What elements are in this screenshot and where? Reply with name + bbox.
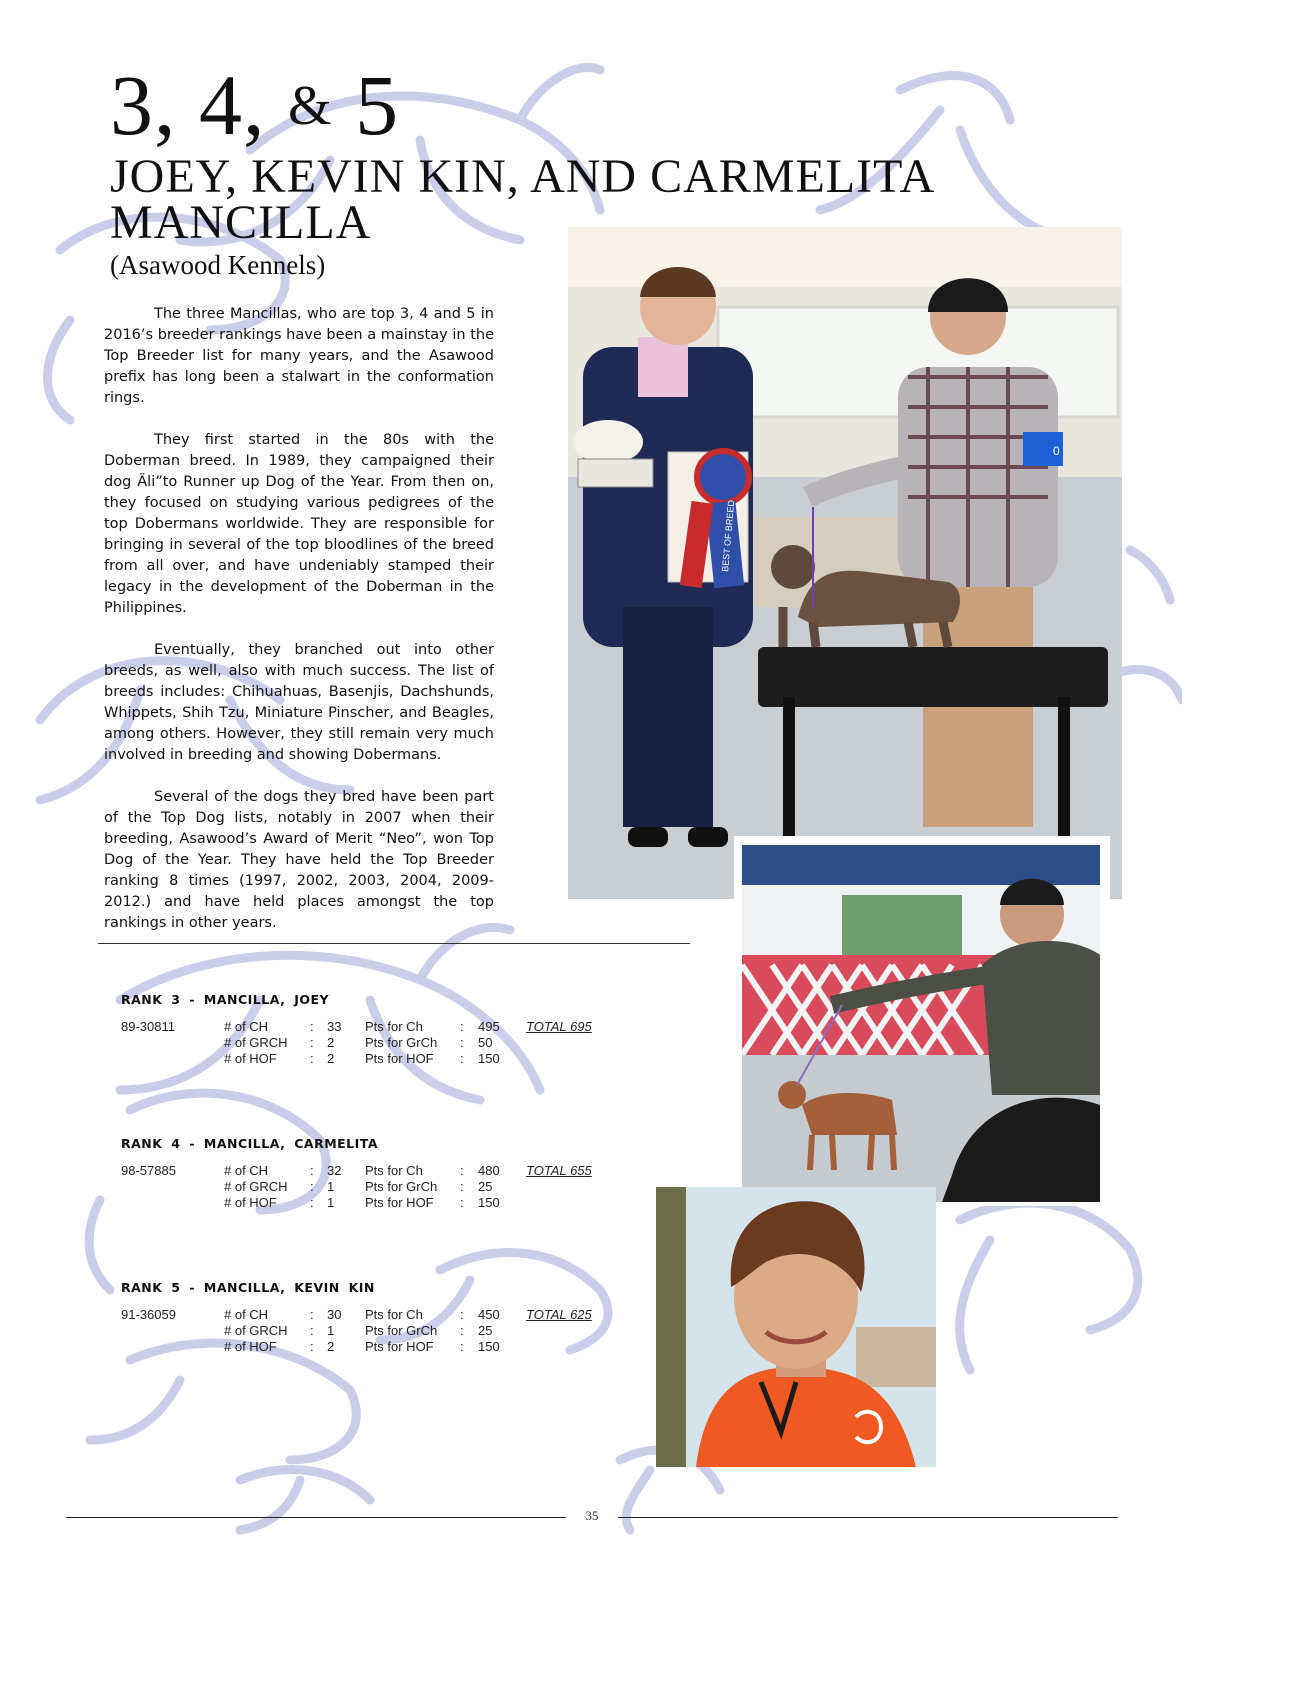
- ranking-block-3: [121, 992, 641, 1071]
- photo-illustration: [656, 1187, 936, 1467]
- stat-separator: :: [460, 1051, 464, 1066]
- registration-number: 91-36059: [121, 1307, 176, 1322]
- stat-separator: :: [460, 1195, 464, 1210]
- stat-separator: :: [460, 1339, 464, 1354]
- ranking-stats: [121, 1307, 641, 1359]
- photo-portrait-kevin-kin: [656, 1187, 936, 1467]
- points-value: 150: [478, 1195, 500, 1210]
- rank-ampersand: &: [288, 75, 333, 137]
- points-value: 50: [478, 1035, 493, 1050]
- ranking-block-5: [121, 1280, 641, 1359]
- section-divider: [98, 943, 690, 944]
- stat-label: # of HOF: [224, 1051, 277, 1066]
- total-points: TOTAL 625: [526, 1307, 592, 1322]
- points-value: 450: [478, 1307, 500, 1322]
- stat-separator: :: [310, 1195, 314, 1210]
- stat-separator: :: [310, 1163, 314, 1178]
- rank-numbers-text: 3, 4,: [110, 57, 266, 153]
- points-value: 25: [478, 1179, 493, 1194]
- points-label: Pts for HOF: [365, 1195, 434, 1210]
- points-value: 150: [478, 1339, 500, 1354]
- stat-label: # of HOF: [224, 1339, 277, 1354]
- stat-separator: :: [310, 1035, 314, 1050]
- stat-separator: :: [460, 1323, 464, 1338]
- ranking-title: RANK 4 - MANCILLA, CARMELITA: [121, 1136, 379, 1151]
- photo-illustration: [742, 845, 1100, 1202]
- points-label: Pts for GrCh: [365, 1035, 438, 1050]
- points-value: 25: [478, 1323, 493, 1338]
- points-label: Pts for HOF: [365, 1339, 434, 1354]
- page-number: 35: [585, 1508, 599, 1523]
- stat-separator: :: [460, 1035, 464, 1050]
- photo-min-pin-show-ring: [742, 845, 1100, 1202]
- paragraph-3: Eventually, they branched out into other breeds, as well, also with much success. The list of breeds includes: Chihuahuas, Basenjis, Dachshunds, Whippets, Shih Tzu, Miniature Pinscher, and Beagles, among others. However, they still remain very much involved in breeding and showing Dobermans.: [104, 642, 494, 763]
- points-value: 150: [478, 1051, 500, 1066]
- stat-separator: :: [310, 1339, 314, 1354]
- stat-count: 2: [327, 1035, 335, 1050]
- stat-label: # of GRCH: [224, 1179, 288, 1194]
- points-value: 495: [478, 1019, 500, 1034]
- stat-separator: :: [460, 1307, 464, 1322]
- rank-last-number: 5: [355, 57, 400, 153]
- stat-count: 1: [327, 1323, 335, 1338]
- points-value: 480: [478, 1163, 500, 1178]
- stat-separator: :: [460, 1179, 464, 1194]
- article-body: [104, 304, 494, 955]
- stat-count: 2: [327, 1051, 335, 1066]
- photo-best-of-breed-dachshund: [568, 227, 1122, 899]
- footer-rule-left: [66, 1517, 566, 1518]
- stat-count: 2: [327, 1339, 335, 1354]
- ribbon-text: BEST OF BREED: [720, 499, 737, 573]
- footer-rule-right: [618, 1517, 1118, 1518]
- stat-separator: :: [310, 1051, 314, 1066]
- stat-separator: :: [460, 1163, 464, 1178]
- stat-label: # of GRCH: [224, 1323, 288, 1338]
- stat-separator: :: [460, 1019, 464, 1034]
- photo-illustration: [568, 227, 1122, 899]
- stat-label: # of CH: [224, 1019, 269, 1034]
- paragraph-2: They first started in the 80s with the Doberman breed. In 1989, they campaigned their dog Äli”to Runner up Dog of the Year. From then on, they focused on studying various pedigrees of the top Dobermans worldwide. They are responsible for bringing in several of the top bloodlines of the breed from all over, and have undeniably stamped their legacy in the development of the Doberman in the Philippines.: [104, 432, 494, 616]
- points-label: Pts for GrCh: [365, 1179, 438, 1194]
- kennel-name: (Asawood Kennels): [110, 250, 326, 280]
- ranking-title: RANK 5 - MANCILLA, KEVIN KIN: [121, 1280, 375, 1295]
- points-label: Pts for Ch: [365, 1307, 423, 1322]
- stat-count: 1: [327, 1179, 335, 1194]
- stat-separator: :: [310, 1179, 314, 1194]
- stat-separator: :: [310, 1323, 314, 1338]
- stat-count: 30: [327, 1307, 342, 1322]
- total-points: TOTAL 655: [526, 1163, 592, 1178]
- stat-count: 33: [327, 1019, 342, 1034]
- points-label: Pts for HOF: [365, 1051, 434, 1066]
- registration-number: 98-57885: [121, 1163, 176, 1178]
- armband-number: 0: [1053, 444, 1060, 458]
- stat-count: 32: [327, 1163, 342, 1178]
- registration-number: 89-30811: [121, 1019, 175, 1034]
- stat-count: 1: [327, 1195, 335, 1210]
- paragraph-4: Several of the dogs they bred have been part of the Top Dog lists, notably in 2007 when their breeding, Asawood’s Award of Merit “Neo”, won Top Dog of the Year. They have held the Top Breeder ranking 8 times (1997, 2002, 2003, 2004, 2009-2012.) and have held places amongst the top rankings in other years.: [104, 789, 494, 931]
- points-label: Pts for Ch: [365, 1163, 423, 1178]
- rank-numbers-heading: [110, 57, 400, 153]
- points-label: Pts for GrCh: [365, 1323, 438, 1338]
- total-points: TOTAL 695: [526, 1019, 592, 1034]
- ranking-stats: [121, 1019, 641, 1071]
- points-label: Pts for Ch: [365, 1019, 423, 1034]
- ranking-block-4: [121, 1136, 641, 1215]
- breeder-names-heading: JOEY, KEVIN KIN, AND CARMELITA MANCILLA: [110, 150, 933, 249]
- stat-label: # of CH: [224, 1163, 269, 1178]
- ranking-title: RANK 3 - MANCILLA, JOEY: [121, 992, 330, 1007]
- stat-label: # of CH: [224, 1307, 269, 1322]
- stat-label: # of HOF: [224, 1195, 277, 1210]
- stat-separator: :: [310, 1019, 314, 1034]
- ranking-stats: [121, 1163, 641, 1215]
- paragraph-1: The three Mancillas, who are top 3, 4 and 5 in 2016’s breeder rankings have been a mainstay in the Top Breeder list for many years, and the Asawood prefix has long been a stalwart in the conformation rings.: [104, 306, 494, 406]
- stat-label: # of GRCH: [224, 1035, 288, 1050]
- stat-separator: :: [310, 1307, 314, 1322]
